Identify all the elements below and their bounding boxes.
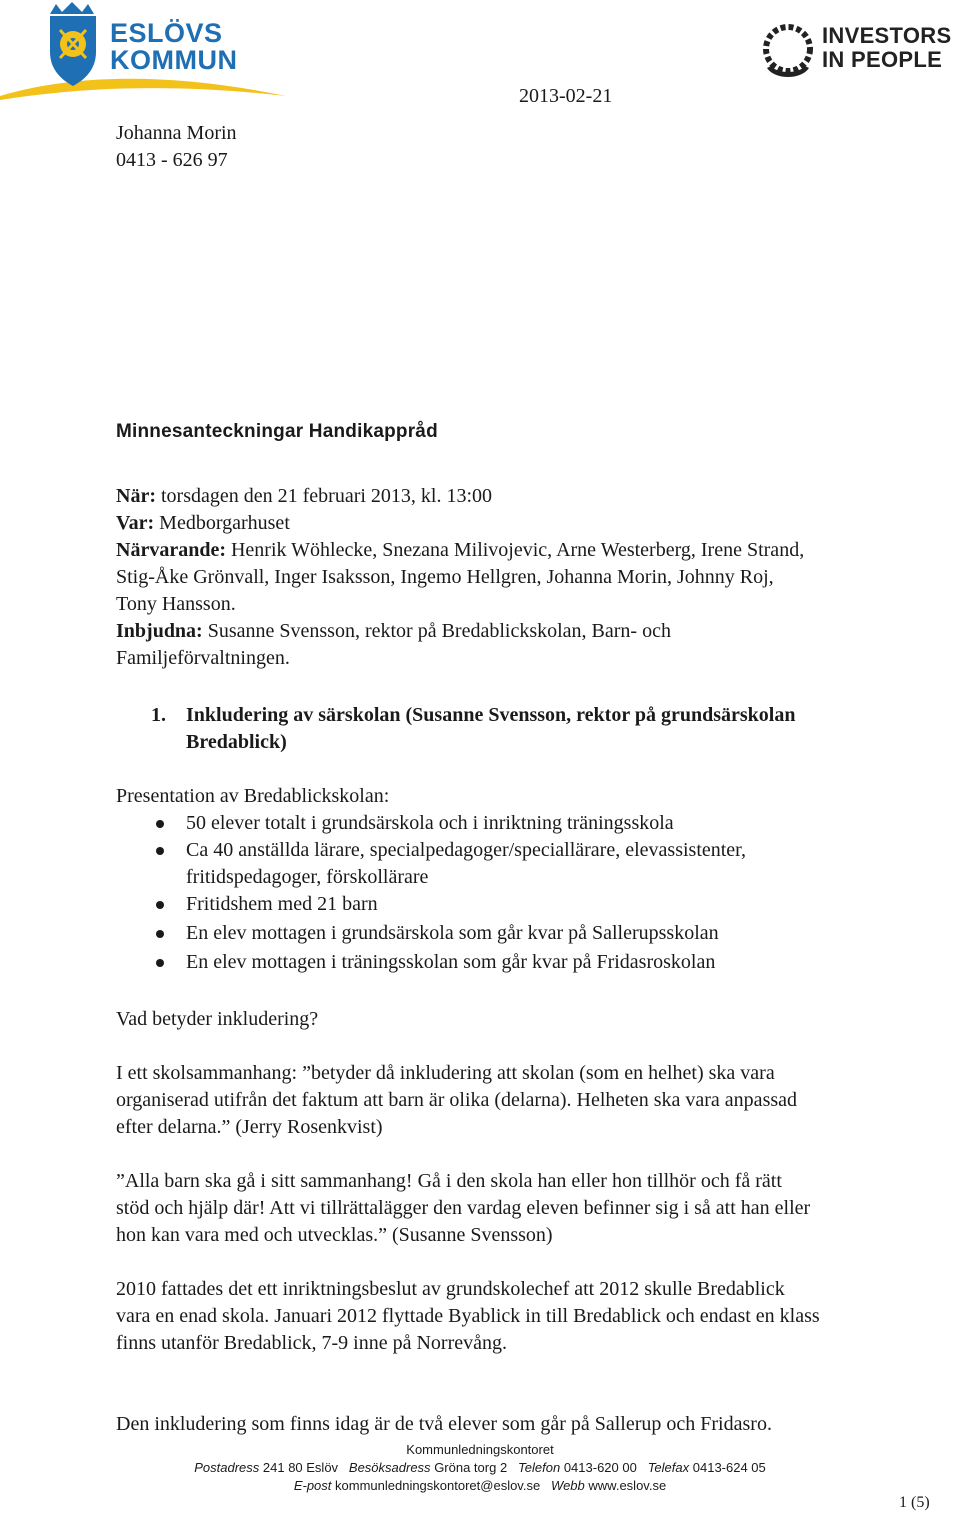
footer-phone-label: Telefon <box>518 1460 561 1475</box>
footer-fax-label: Telefax <box>647 1460 690 1475</box>
list-item-line2: fritidspedagoger, förskollärare <box>186 866 429 888</box>
meeting-meta <box>116 483 926 672</box>
footer-fax-value: 0413-624 05 <box>692 1460 766 1475</box>
list-item <box>116 810 916 837</box>
list-item-line1: Ca 40 anställda lärare, specialpedagoger/speciallärare, elevassistenter, <box>186 839 747 861</box>
para2-line2: stöd och hjälp där! Att vi tillrättalägger den vardag eleven befinner sig i så att han eller <box>116 1197 811 1219</box>
footer-email-label: E-post <box>293 1478 332 1493</box>
meta-invited <box>116 618 926 645</box>
list-item-line1: Fritidshem med 21 barn <box>186 893 378 915</box>
para3-line1: 2010 fattades det ett inriktningsbeslut av grundskolechef att 2012 skulle Bredablick <box>116 1278 785 1300</box>
paragraph-history <box>116 1276 926 1357</box>
where-value: Medborgarhuset <box>154 512 290 534</box>
bullet-icon <box>156 959 164 967</box>
question-text: Vad betyder inkludering? <box>116 1008 319 1030</box>
section-number: 1. <box>151 704 166 726</box>
page-number: 1 (5) <box>899 1494 930 1511</box>
footer-postal-value: 241 80 Eslöv <box>262 1460 339 1475</box>
para1-line2: organiserad utifrån det faktum att barn är olika (delarna). Helheten ska vara anpassad <box>116 1089 798 1111</box>
document-date: 2013-02-21 <box>519 85 613 107</box>
org-name-line1: ESLÖVS <box>110 18 223 48</box>
section-intro: Presentation av Bredablickskolan: <box>116 785 390 807</box>
org-name-line2: KOMMUN <box>110 45 238 75</box>
paragraph-current: Den inkludering som finns idag är de två elever som går på Sallerup och Fridasro. <box>116 1413 772 1435</box>
list-item-line1: En elev mottagen i grundsärskola som går kvar på Sallerupsskolan <box>186 922 719 944</box>
bullet-list <box>116 810 916 976</box>
present-label: Närvarande: <box>116 539 226 561</box>
para1-line1: I ett skolsammanhang: ”betyder då inkludering att skolan (som en helhet) ska vara <box>116 1062 775 1084</box>
footer-address-line <box>0 1459 960 1477</box>
footer-office: Kommunledningskontoret <box>406 1442 554 1457</box>
invited-label: Inbjudna: <box>116 620 203 642</box>
list-item-line1: En elev mottagen i träningsskolan som går kvar på Fridasroskolan <box>186 951 716 973</box>
invited-value-line1: Susanne Svensson, rektor på Bredablickskolan, Barn- och <box>202 620 671 642</box>
section-heading-line2: Bredablick) <box>186 731 287 753</box>
contact-phone: 0413 - 626 97 <box>116 149 228 171</box>
when-value: torsdagen den 21 februari 2013, kl. 13:00 <box>155 485 493 507</box>
bullet-icon <box>156 930 164 938</box>
para2-line3: hon kan vara med och utvecklas.” (Susanne Svensson) <box>116 1224 553 1246</box>
list-item-line1: 50 elever totalt i grundsärskola och i inriktning träningsskola <box>186 812 674 834</box>
list-item <box>116 920 916 947</box>
bullet-icon <box>156 820 164 828</box>
meta-present <box>116 537 926 564</box>
partner-line2: IN PEOPLE <box>822 47 943 72</box>
eslovs-kommun-logo <box>0 0 290 100</box>
footer-contact-line <box>0 1477 960 1495</box>
meta-when <box>116 483 926 510</box>
partner-line1: INVESTORS <box>822 23 952 48</box>
para3-line3: finns utanför Bredablick, 7-9 inne på Norrevång. <box>116 1332 507 1354</box>
paragraph-quote-2 <box>116 1168 926 1249</box>
section-heading <box>186 702 926 756</box>
footer-web-label: Webb <box>551 1478 585 1493</box>
contact-block <box>116 120 237 174</box>
where-label: Var: <box>116 512 155 534</box>
footer-phone-value: 0413-620 00 <box>563 1460 637 1475</box>
para2-line1: ”Alla barn ska gå i sitt sammanhang! Gå i den skola han eller hon tillhör och få rätt <box>116 1170 782 1192</box>
present-value-line3: Tony Hansson. <box>116 593 236 615</box>
para1-line3: efter delarna.” (Jerry Rosenkvist) <box>116 1116 383 1138</box>
list-item <box>116 837 916 891</box>
laurel-wreath-icon <box>757 16 819 82</box>
contact-name: Johanna Morin <box>116 122 237 144</box>
paragraph-quote-1 <box>116 1060 926 1141</box>
list-item <box>116 949 916 976</box>
meta-where <box>116 510 926 537</box>
bullet-icon <box>156 847 164 855</box>
present-value-line1: Henrik Wöhlecke, Snezana Milivojevic, Arne Westerberg, Irene Strand, <box>225 539 805 561</box>
footer-email-link[interactable]: kommunledningskontoret@eslov.se <box>335 1478 541 1493</box>
page-title: Minnesanteckningar Handikappråd <box>116 421 438 442</box>
when-label: När: <box>116 485 156 507</box>
section-heading-line1: Inkludering av särskolan (Susanne Svensson, rektor på grundsärskolan <box>186 704 796 726</box>
invited-value-line2: Familjeförvaltningen. <box>116 647 290 669</box>
bullet-icon <box>156 901 164 909</box>
present-value-line2: Stig-Åke Grönvall, Inger Isaksson, Ingemo Hellgren, Johanna Morin, Johnny Roj, <box>116 566 774 588</box>
footer-visit-value: Gröna torg 2 <box>434 1460 508 1475</box>
footer-web-link[interactable]: www.eslov.se <box>588 1478 667 1493</box>
footer-postal-label: Postadress <box>194 1460 260 1475</box>
footer-visit-label: Besöksadress <box>348 1460 431 1475</box>
para3-line2: vara en enad skola. Januari 2012 flyttade Byablick in till Bredablick och endast en klass <box>116 1305 820 1327</box>
list-item <box>116 891 916 918</box>
investors-in-people-logo <box>757 16 960 86</box>
